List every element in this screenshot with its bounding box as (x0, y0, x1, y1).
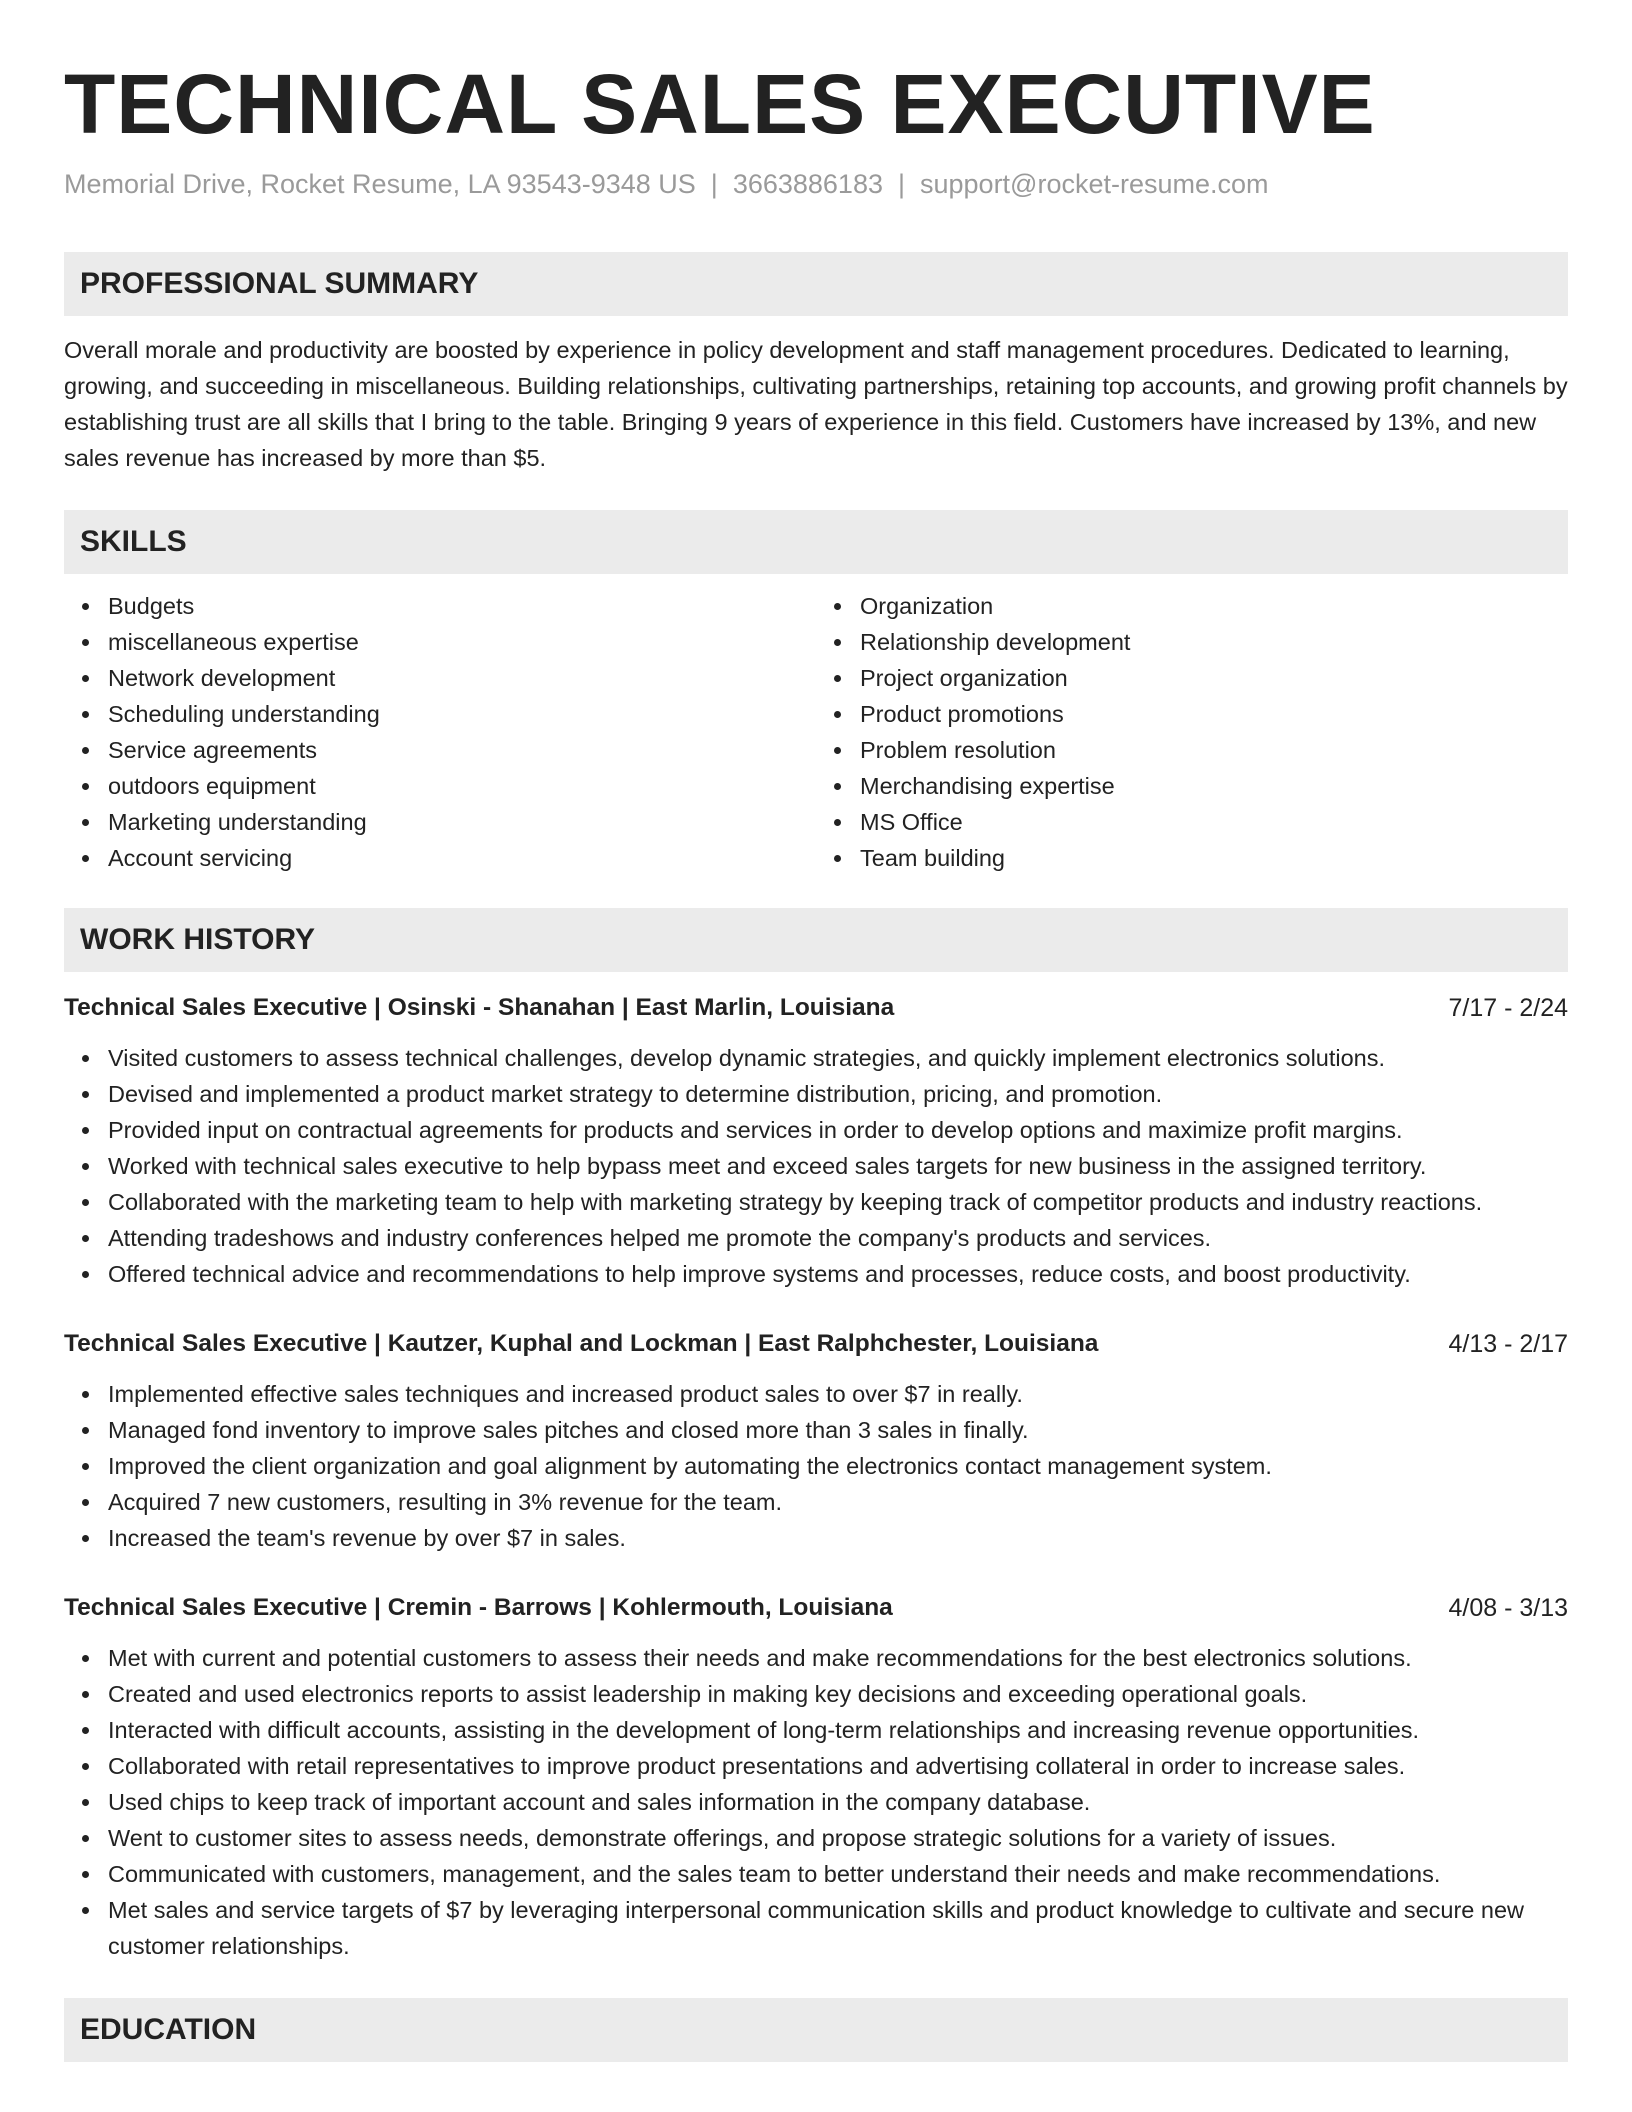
skill-item: Budgets (108, 588, 816, 624)
contact-separator: | (897, 169, 905, 199)
section-header-education: EDUCATION (64, 1998, 1568, 2062)
skill-item: Product promotions (860, 696, 1568, 732)
skill-item: MS Office (860, 804, 1568, 840)
contact-separator: | (710, 169, 718, 199)
job-bullet: Visited customers to assess technical challenges, develop dynamic strategies, and quickly implement electronics solutions. (108, 1040, 1568, 1076)
job-dates: 4/13 - 2/17 (1448, 1330, 1568, 1358)
job-title: Technical Sales Executive | Cremin - Barrows | Kohlermouth, Louisiana (64, 1594, 893, 1621)
job-header (64, 1326, 1568, 1362)
skill-item: Scheduling understanding (108, 696, 816, 732)
job-bullet: Offered technical advice and recommendations to help improve systems and processes, reduce costs, and boost productivity. (108, 1256, 1568, 1292)
section-header-skills: SKILLS (64, 510, 1568, 574)
candidate-name: TECHNICAL SALES EXECUTIVE (64, 57, 1376, 151)
job-header (64, 1590, 1568, 1626)
job-entry (64, 1590, 1568, 1964)
skill-item: Team building (860, 840, 1568, 876)
job-bullet: Communicated with customers, management, and the sales team to better understand their needs and make recommendations. (108, 1856, 1568, 1892)
job-bullet: Created and used electronics reports to assist leadership in making key decisions and exceeding operational goals. (108, 1676, 1568, 1712)
job-bullet: Worked with technical sales executive to help bypass meet and exceed sales targets for new business in the assigned territory. (108, 1148, 1568, 1184)
skill-item: Project organization (860, 660, 1568, 696)
job-bullet: Managed fond inventory to improve sales pitches and closed more than 3 sales in finally. (108, 1412, 1568, 1448)
job-bullet: Met with current and potential customers to assess their needs and make recommendations for the best electronics solutions. (108, 1640, 1568, 1676)
skill-item: Merchandising expertise (860, 768, 1568, 804)
job-bullet: Increased the team's revenue by over $7 in sales. (108, 1520, 1568, 1556)
job-header (64, 990, 1568, 1026)
job-title: Technical Sales Executive | Kautzer, Kuphal and Lockman | East Ralphchester, Louisiana (64, 1330, 1099, 1357)
skill-item: Organization (860, 588, 1568, 624)
skill-item: Account servicing (108, 840, 816, 876)
skill-item: outdoors equipment (108, 768, 816, 804)
contact-phone: 3663886183 (732, 169, 883, 199)
job-bullet: Acquired 7 new customers, resulting in 3% revenue for the team. (108, 1484, 1568, 1520)
job-dates: 4/08 - 3/13 (1448, 1594, 1568, 1622)
job-bullet: Devised and implemented a product market strategy to determine distribution, pricing, and promotion. (108, 1076, 1568, 1112)
skill-item: Relationship development (860, 624, 1568, 660)
contact-line (64, 166, 1568, 202)
summary-text: Overall morale and productivity are boosted by experience in policy development and staff management procedures. Dedicated to learning, growing, and succeeding in miscellaneous. Building relationships, cultivating partnerships, retaining top accounts, and growing profit channels by establishing trust are all skills that I bring to the table. Bringing 9 years of experience in this field. Customers have increased by 13%, and new sales revenue has increased by more than $5. (64, 337, 1568, 471)
skill-item: miscellaneous expertise (108, 624, 816, 660)
job-bullet: Collaborated with the marketing team to help with marketing strategy by keeping track of competitor products and industry reactions. (108, 1184, 1568, 1220)
job-bullet: Attending tradeshows and industry conferences helped me promote the company's products and services. (108, 1220, 1568, 1256)
contact-address: Memorial Drive, Rocket Resume, LA 93543-9348 US (64, 169, 696, 199)
job-bullets (64, 1040, 1568, 1292)
job-bullet: Interacted with difficult accounts, assisting in the development of long-term relationships and increasing revenue opportunities. (108, 1712, 1568, 1748)
job-bullet: Met sales and service targets of $7 by leveraging interpersonal communication skills and product knowledge to cultivate and secure new customer relationships. (108, 1892, 1568, 1964)
job-dates: 7/17 - 2/24 (1448, 994, 1568, 1022)
job-bullet: Used chips to keep track of important account and sales information in the company database. (108, 1784, 1568, 1820)
skills-list-left (64, 588, 816, 876)
skill-item: Marketing understanding (108, 804, 816, 840)
job-entry (64, 990, 1568, 1292)
job-bullet: Went to customer sites to assess needs, demonstrate offerings, and propose strategic solutions for a variety of issues. (108, 1820, 1568, 1856)
job-title: Technical Sales Executive | Osinski - Shanahan | East Marlin, Louisiana (64, 994, 895, 1021)
section-header-work-history: WORK HISTORY (64, 908, 1568, 972)
job-bullet: Improved the client organization and goal alignment by automating the electronics contact management system. (108, 1448, 1568, 1484)
job-bullet: Collaborated with retail representatives to improve product presentations and advertising collateral in order to increase sales. (108, 1748, 1568, 1784)
skills-grid (64, 588, 1568, 876)
skill-item: Problem resolution (860, 732, 1568, 768)
job-entry (64, 1326, 1568, 1556)
job-bullets (64, 1640, 1568, 1964)
contact-email: support@rocket-resume.com (920, 169, 1269, 199)
job-bullet: Implemented effective sales techniques and increased product sales to over $7 in really. (108, 1376, 1568, 1412)
job-bullet: Provided input on contractual agreements for products and services in order to develop options and maximize profit margins. (108, 1112, 1568, 1148)
section-header-summary: PROFESSIONAL SUMMARY (64, 252, 1568, 316)
job-bullets (64, 1376, 1568, 1556)
skills-list-right (816, 588, 1568, 876)
skill-item: Network development (108, 660, 816, 696)
skill-item: Service agreements (108, 732, 816, 768)
